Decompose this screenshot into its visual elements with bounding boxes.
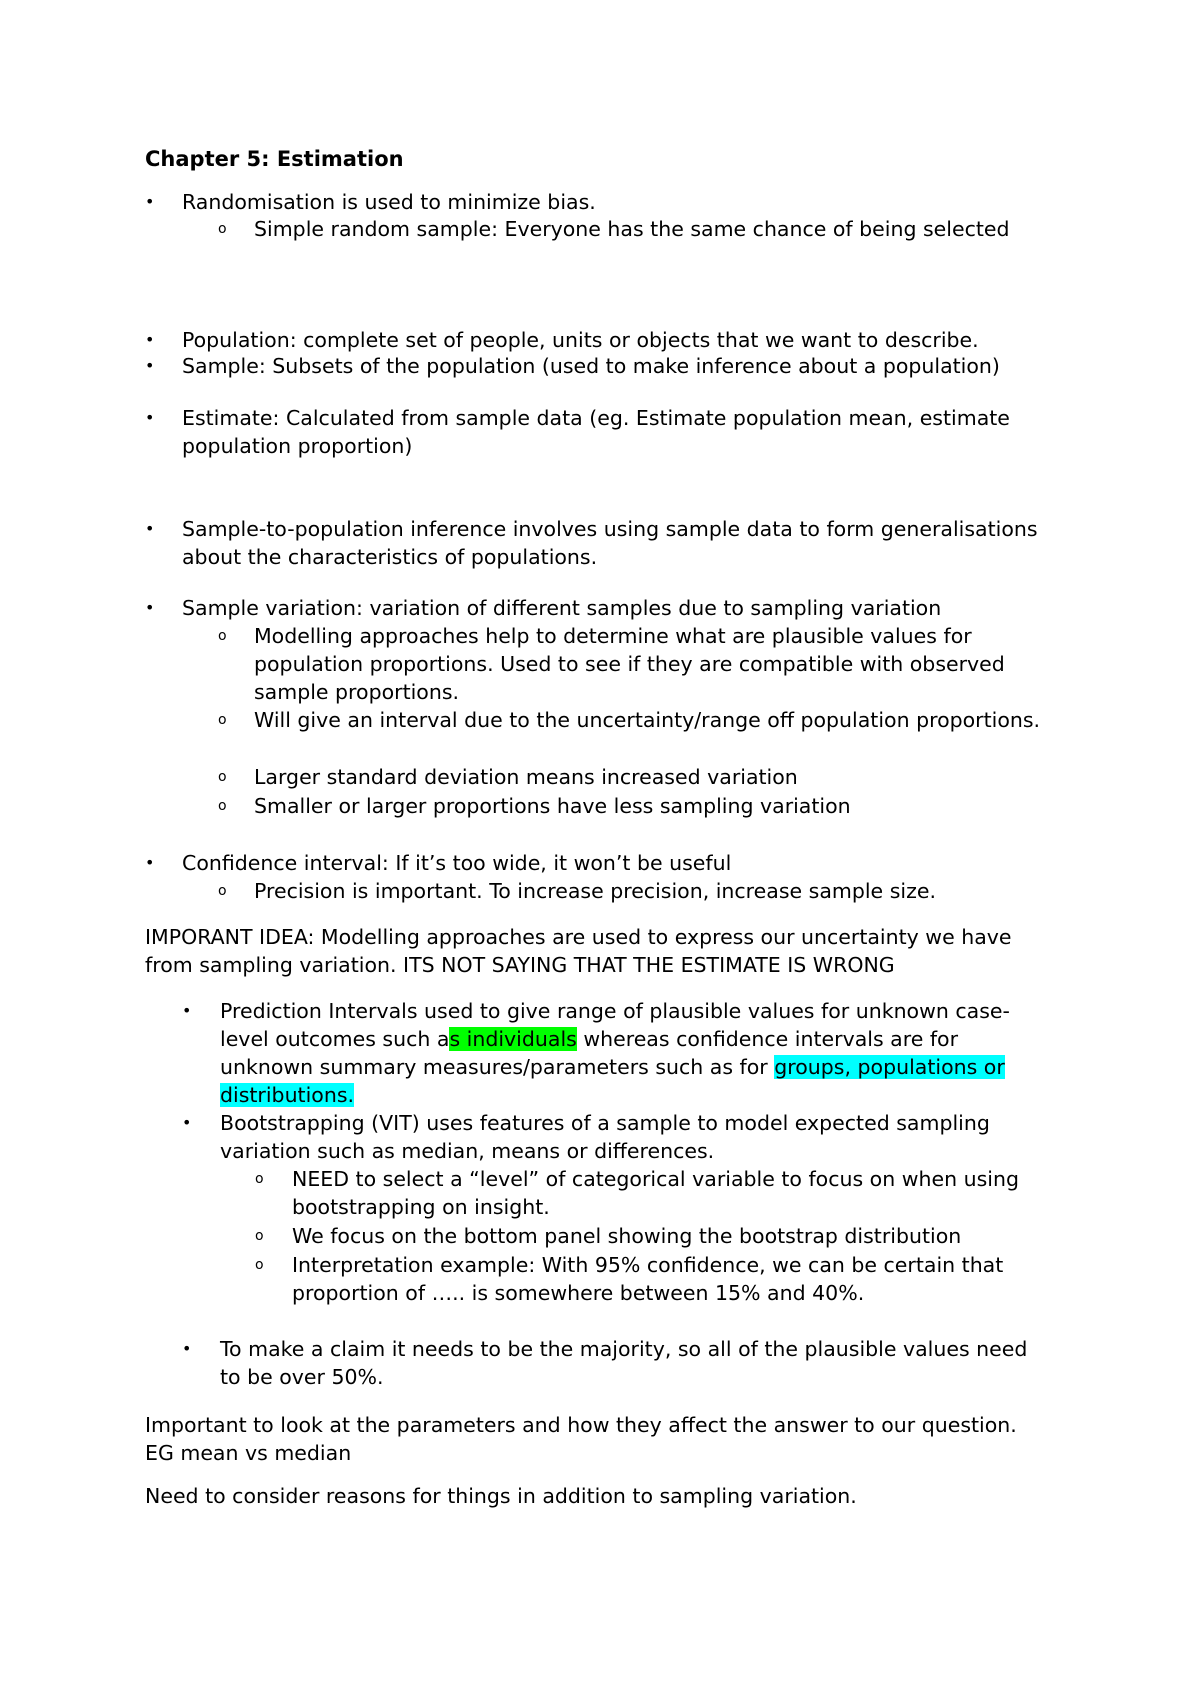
sub-bullet-icon: o xyxy=(218,883,227,899)
bullet-text: Confidence interval: If it’s too wide, it won’t be useful xyxy=(182,851,732,875)
bullet-icon: • xyxy=(145,598,155,617)
sub-bullet-item xyxy=(218,622,1048,706)
bullet-text-part: Prediction Intervals used to give range of plausible values for unknown case-level outcomes such a xyxy=(220,999,1010,1051)
sub-bullet-item xyxy=(255,1251,1055,1307)
sub-bullet-text: NEED to select a “level” of categorical variable to focus on when using bootstrapping on insight. xyxy=(292,1167,1019,1219)
important-idea-paragraph: IMPORANT IDEA: Modelling approaches are used to express our uncertainty we have from sampling variation. ITS NOT SAYING THAT THE ESTIMATE IS WRONG xyxy=(145,925,1012,977)
sub-bullet-item xyxy=(255,1222,1055,1250)
bullet-item xyxy=(145,594,1050,622)
sub-bullet-text: We focus on the bottom panel showing the bootstrap distribution xyxy=(292,1224,962,1248)
bullet-icon: • xyxy=(145,356,155,375)
sub-bullet-icon: o xyxy=(218,628,227,644)
sub-bullet-text: Simple random sample: Everyone has the same chance of being selected xyxy=(254,217,1010,241)
bullet-text: Population: complete set of people, units or objects that we want to describe. xyxy=(182,328,979,352)
parameters-paragraph: Important to look at the parameters and how they affect the answer to our question. EG mean vs median xyxy=(145,1413,1017,1465)
sub-bullet-text: Will give an interval due to the uncertainty/range off population proportions. xyxy=(254,708,1041,732)
sub-bullet-text: Precision is important. To increase precision, increase sample size. xyxy=(254,879,936,903)
bullet-icon: • xyxy=(182,1113,192,1132)
sub-bullet-text: Smaller or larger proportions have less sampling variation xyxy=(254,794,851,818)
bullet-item xyxy=(145,849,1050,877)
sub-bullet-item xyxy=(218,792,1048,820)
bullet-icon: • xyxy=(145,192,155,211)
sub-bullet-icon: o xyxy=(218,769,227,785)
bullet-item xyxy=(145,352,1050,380)
bullet-icon: • xyxy=(145,853,155,872)
bullet-text: Estimate: Calculated from sample data (eg. Estimate population mean, estimate population proportion) xyxy=(182,406,1010,458)
sub-bullet-icon: o xyxy=(218,798,227,814)
sub-bullet-icon: o xyxy=(255,1171,264,1187)
bullet-item xyxy=(182,1335,1050,1391)
sub-bullet-text: Interpretation example: With 95% confidence, we can be certain that proportion of ….. is somewhere between 15% and 40%. xyxy=(292,1253,1004,1305)
sub-bullet-text: Modelling approaches help to determine what are plausible values for population proportions. Used to see if they are compatible with observed sample proportions. xyxy=(254,624,1005,704)
chapter-title: Chapter 5: Estimation xyxy=(145,147,404,171)
sub-bullet-item xyxy=(218,877,1048,905)
bullet-text: Sample: Subsets of the population (used to make inference about a population) xyxy=(182,354,1000,378)
sub-bullet-item xyxy=(218,763,1048,791)
bullet-item xyxy=(145,326,1050,354)
sub-bullet-item xyxy=(255,1165,1055,1221)
sub-bullet-icon: o xyxy=(255,1228,264,1244)
bullet-text: To make a claim it needs to be the majority, so all of the plausible values need to be over 50%. xyxy=(220,1337,1028,1389)
sub-bullet-icon: o xyxy=(255,1257,264,1273)
bullet-icon: • xyxy=(145,408,155,427)
bullet-text: Sample variation: variation of different samples due to sampling variation xyxy=(182,596,942,620)
bullet-item xyxy=(182,1109,1050,1165)
bullet-item xyxy=(145,188,1050,216)
bullet-text-part: whereas confidence intervals are for unknown summary measures/parameters such as for xyxy=(220,1027,959,1079)
green-highlight: s individuals xyxy=(449,1027,577,1051)
sub-bullet-icon: o xyxy=(218,712,227,728)
bullet-text: Bootstrapping (VIT) uses features of a sample to model expected sampling variation such as median, means or differences. xyxy=(220,1111,990,1163)
sub-bullet-item xyxy=(218,706,1048,734)
cyan-highlight: groups, populations or distributions. xyxy=(220,1055,1005,1107)
bullet-icon: • xyxy=(182,1001,192,1020)
bullet-text xyxy=(220,997,1050,1109)
sub-bullet-item xyxy=(218,215,1048,243)
bullet-text: Sample-to-population inference involves using sample data to form generalisations about the characteristics of populations. xyxy=(182,517,1038,569)
bullet-item xyxy=(145,515,1050,571)
sub-bullet-text: Larger standard deviation means increased variation xyxy=(254,765,798,789)
sub-bullet-icon: o xyxy=(218,221,227,237)
bullet-item xyxy=(145,404,1050,460)
bullet-icon: • xyxy=(145,519,155,538)
bullet-icon: • xyxy=(145,330,155,349)
bullet-item xyxy=(182,997,1050,1109)
bullet-text: Randomisation is used to minimize bias. xyxy=(182,190,596,214)
closing-paragraph: Need to consider reasons for things in addition to sampling variation. xyxy=(145,1484,857,1508)
bullet-icon: • xyxy=(182,1339,192,1358)
